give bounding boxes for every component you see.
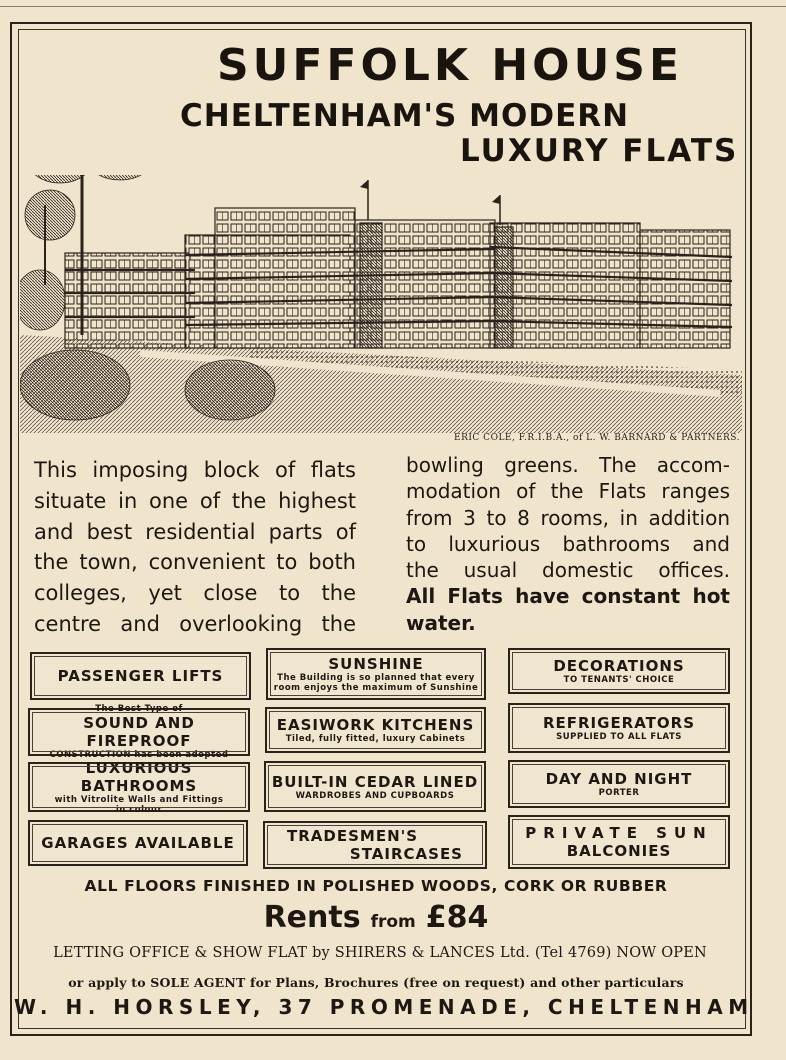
feature-heading: PRIVATE SUN	[525, 824, 713, 842]
page-top-rule	[0, 0, 786, 7]
feature-heading: DAY AND NIGHT	[545, 770, 693, 788]
hot-water-line: All Flats have constant hot	[406, 584, 730, 609]
feature-refrigerators	[508, 703, 730, 753]
feature-heading: GARAGES AVAILABLE	[41, 834, 235, 852]
sole-agent-line: or apply to SOLE AGENT for Plans, Brochures (free on request) and other particulars	[68, 975, 684, 990]
feature-cedar-wardrobes	[264, 761, 486, 812]
feature-heading: DECORATIONS	[553, 657, 685, 675]
rents-line	[20, 900, 732, 935]
description-line: and best residential parts of	[34, 519, 356, 544]
feature-kitchens	[265, 707, 486, 753]
advert-subtitle-line2: LUXURY FLATS	[460, 133, 739, 169]
description-right-column	[406, 452, 730, 636]
feature-heading: SUNSHINE	[328, 655, 424, 673]
feature-heading: TRADESMEN'S	[287, 827, 419, 845]
feature-bathrooms	[28, 759, 250, 815]
feature-decorations	[508, 648, 730, 694]
feature-staircases	[263, 821, 487, 869]
description-left-column	[34, 455, 356, 640]
feature-passenger-lifts	[30, 652, 251, 700]
description-line: situate in one of the highest	[34, 488, 356, 513]
agent-address: W. H. HORSLEY, 37 PROMENADE, CHELTENHAM	[14, 995, 754, 1019]
description-line: bowling greens. The accom-	[406, 453, 730, 477]
advert-subtitle-line1: CHELTENHAM'S MODERN	[180, 98, 630, 134]
feature-heading: BUILT-IN CEDAR LINED	[271, 772, 479, 791]
description-line: colleges, yet close to the	[34, 581, 356, 606]
description-line: centre and overlooking the	[34, 611, 356, 636]
feature-heading: EASIWORK KITCHENS	[276, 716, 475, 734]
feature-sunshine	[266, 648, 486, 700]
feature-detail: The Building is so planned that every	[277, 673, 475, 683]
feature-garages	[28, 820, 248, 866]
feature-soundproof	[28, 704, 250, 760]
building-illustration	[20, 175, 742, 433]
feature-heading: STAIRCASES	[349, 845, 463, 863]
description-line: modation of the Flats ranges	[406, 479, 730, 504]
description-line: the usual domestic offices.	[406, 558, 730, 583]
feature-detail: PORTER	[598, 788, 640, 798]
rents-from: from	[370, 912, 416, 932]
feature-detail: WARDROBES AND CUPBOARDS	[295, 790, 455, 801]
description-line: the town, convenient to both	[34, 550, 356, 575]
feature-detail: CONSTRUCTION has been adopted	[49, 750, 229, 760]
feature-detail: Tiled, fully fitted, luxury Cabinets	[285, 734, 466, 744]
rents-word: Rents	[263, 900, 361, 935]
feature-detail: with Vitrolite Walls and Fittings	[54, 795, 224, 805]
feature-detail: room enjoys the maximum of Sunshine	[273, 683, 479, 693]
feature-detail: SUPPLIED TO ALL FLATS	[556, 732, 682, 742]
feature-heading: BALCONIES	[566, 842, 672, 860]
architect-credit: ERIC COLE, F.R.I.B.A., of L. W. BARNARD & PARTNERS.	[454, 433, 740, 443]
description-line: from 3 to 8 rooms, in addition	[406, 505, 730, 530]
floors-note: ALL FLOORS FINISHED IN POLISHED WOODS, CORK OR RUBBER	[84, 877, 668, 895]
feature-detail: The Best Type of	[95, 704, 183, 714]
description-line: to luxurious bathrooms and	[406, 531, 730, 556]
feature-sun-balconies	[508, 815, 730, 869]
hot-water-line: water.	[406, 610, 476, 635]
rents-amount: £84	[425, 900, 489, 935]
feature-heading: LUXURIOUS BATHROOMS	[80, 759, 198, 795]
letting-office-line: LETTING OFFICE & SHOW FLAT by SHIRERS & LANCES Ltd. (Tel 4769) NOW OPEN	[53, 945, 707, 961]
feature-heading: SOUND AND FIREPROOF	[83, 714, 195, 750]
feature-heading: REFRIGERATORS	[542, 714, 696, 732]
advert-title: SUFFOLK HOUSE	[216, 40, 684, 91]
feature-detail: TO TENANTS' CHOICE	[563, 675, 675, 685]
feature-porter	[508, 760, 730, 808]
feature-detail: in colour	[115, 805, 163, 815]
feature-heading: PASSENGER LIFTS	[57, 667, 224, 685]
description-line: This imposing block of flats	[34, 458, 356, 482]
